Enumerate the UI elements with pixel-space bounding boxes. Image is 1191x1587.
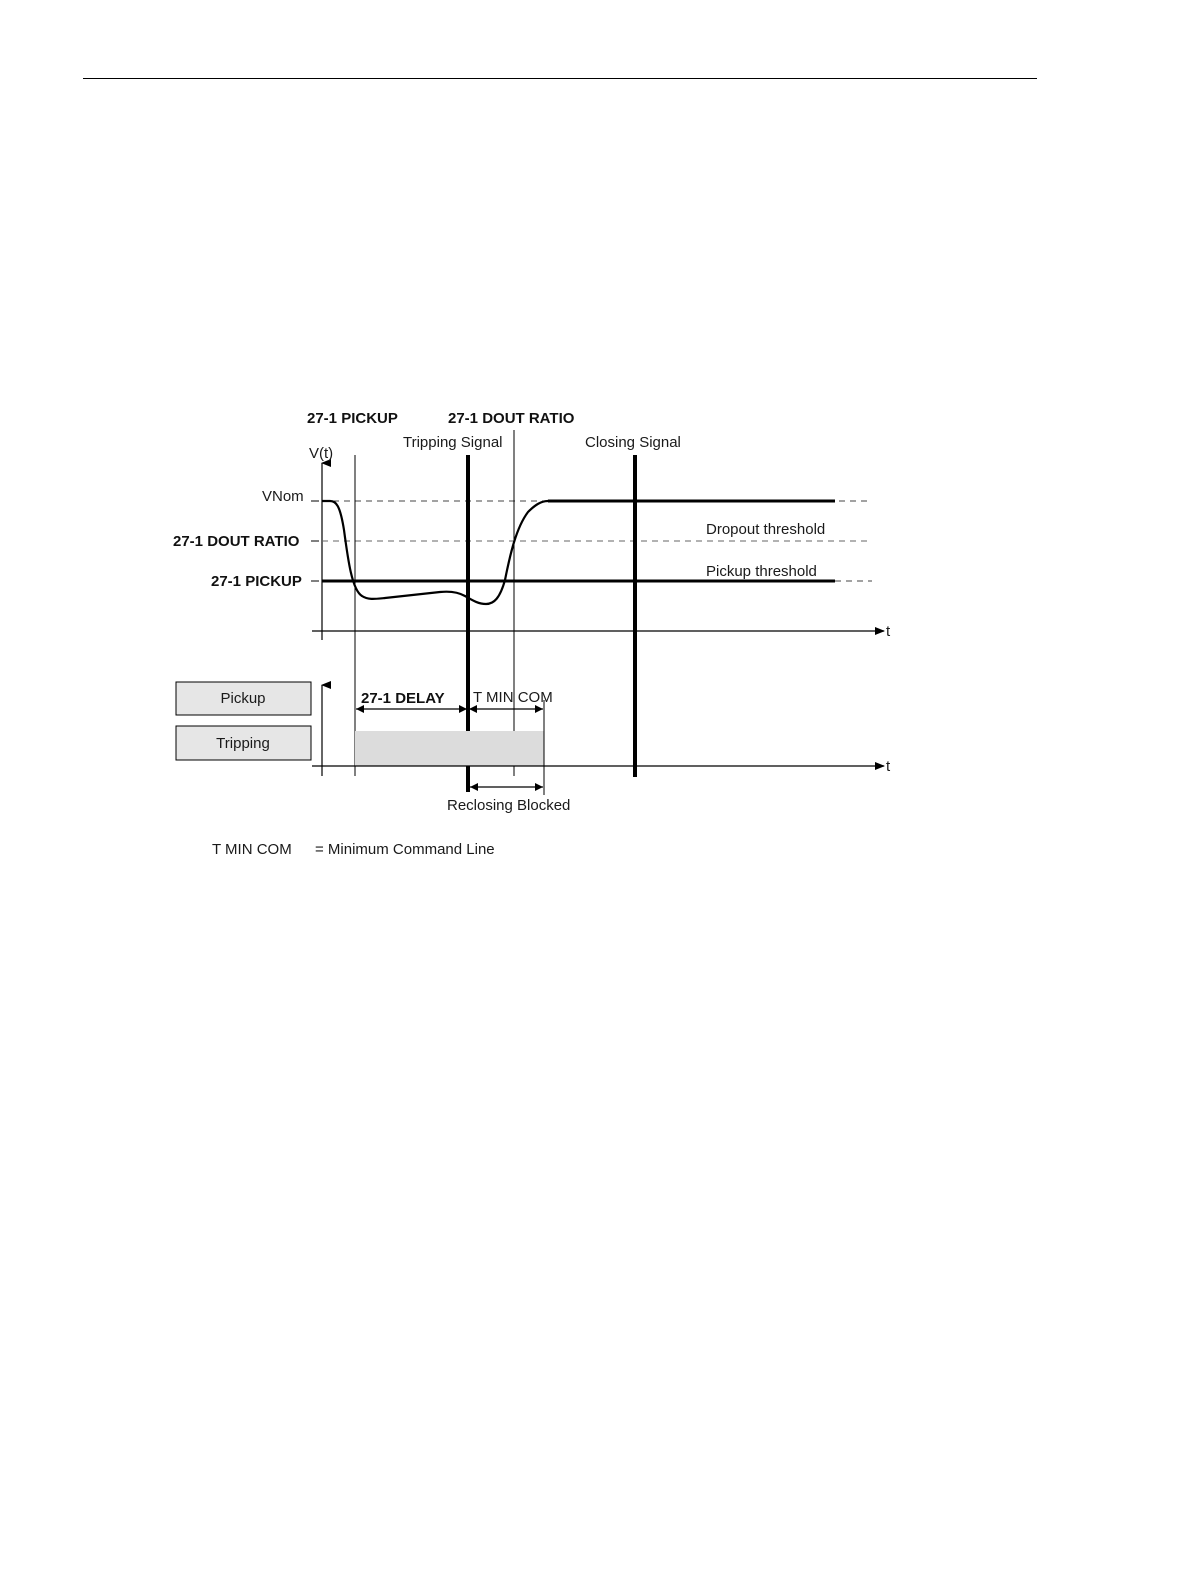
pickup-level-label: 27-1 PICKUP (211, 573, 302, 590)
top-label-dout-ratio: 27-1 DOUT RATIO (448, 410, 575, 427)
pickup-box-label: Pickup (220, 690, 266, 707)
delay-label: 27-1 DELAY (361, 690, 445, 707)
tripping-box-label: Tripping (216, 735, 270, 752)
vnom-label: VNom (262, 488, 304, 505)
tripping-signal-label: Tripping Signal (403, 434, 503, 451)
pickup-threshold-label: Pickup threshold (706, 563, 817, 580)
time-axis-upper-label: t (886, 623, 891, 640)
tripping-active-shading (355, 731, 544, 766)
closing-signal-label: Closing Signal (585, 434, 681, 451)
top-label-pickup: 27-1 PICKUP (307, 410, 398, 427)
y-axis-label: V(t) (309, 445, 334, 462)
legend-term: T MIN COM (212, 841, 292, 858)
time-axis-lower-label: t (886, 758, 891, 775)
dout-ratio-label: 27-1 DOUT RATIO (173, 533, 300, 550)
tmincom-label: T MIN COM (473, 689, 553, 706)
reclosing-blocked-label: Reclosing Blocked (447, 797, 571, 814)
dropout-threshold-label: Dropout threshold (706, 521, 826, 538)
legend-definition: = Minimum Command Line (315, 841, 495, 858)
